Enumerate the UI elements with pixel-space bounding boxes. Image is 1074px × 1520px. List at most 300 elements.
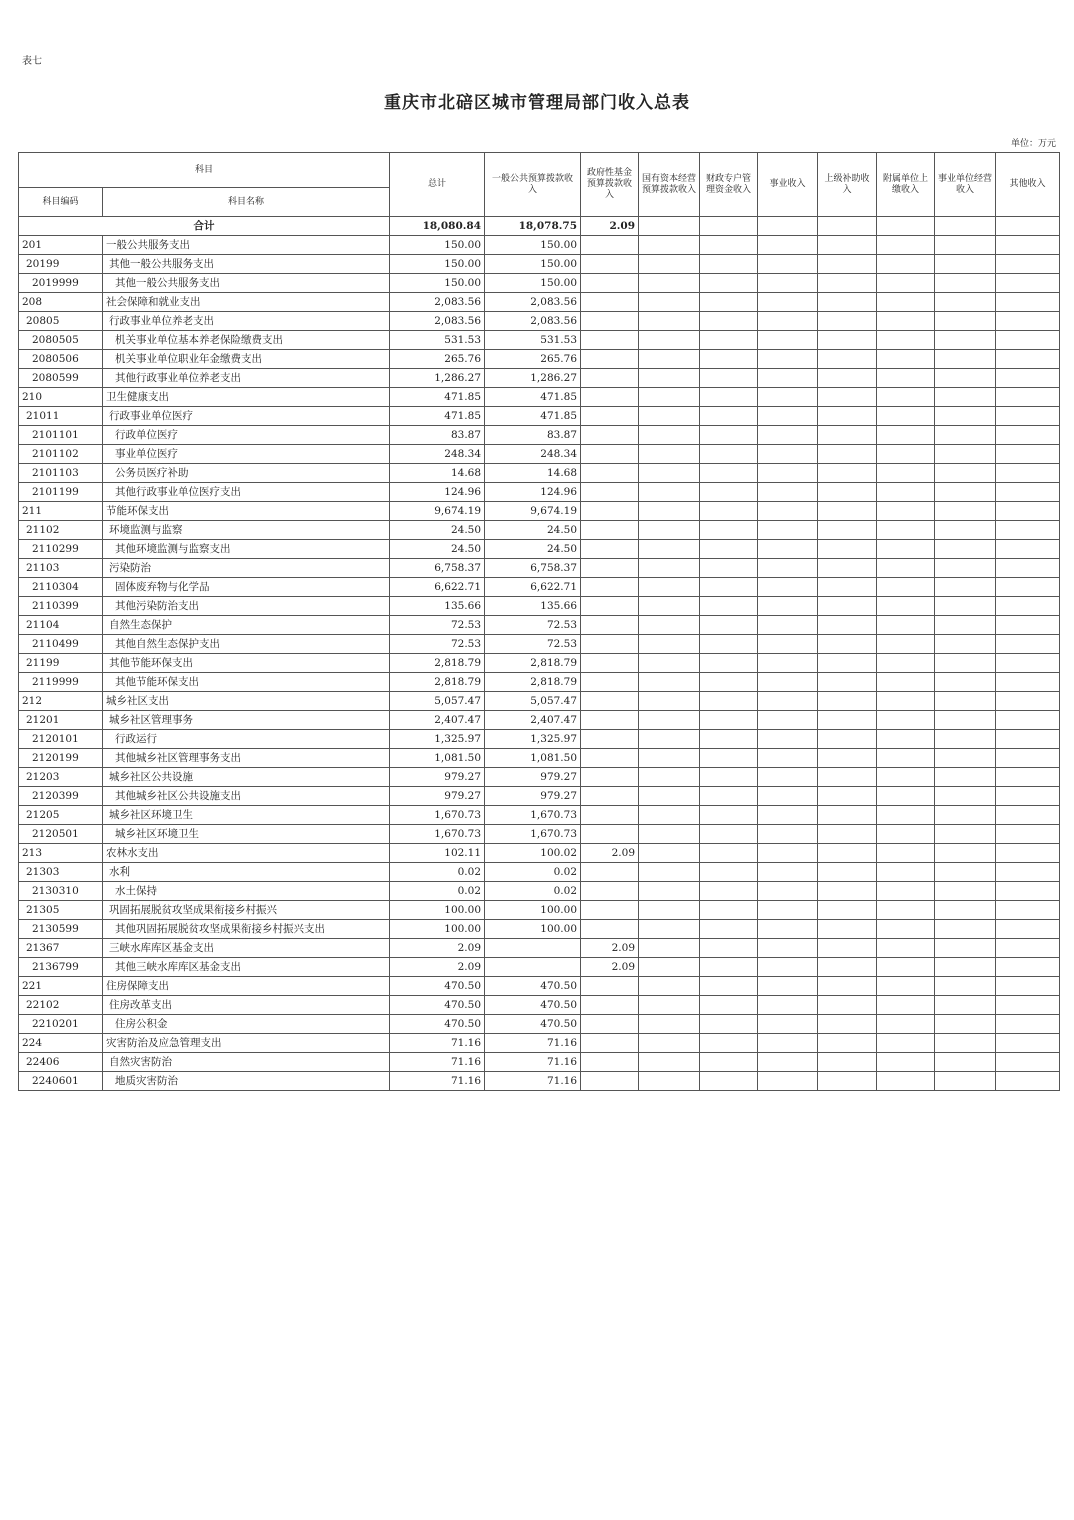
row-code: 224	[19, 1034, 103, 1053]
empty-cell	[996, 768, 1060, 787]
empty-cell	[818, 863, 877, 882]
row-code: 22102	[19, 996, 103, 1015]
empty-cell	[639, 255, 700, 274]
empty-cell	[758, 350, 818, 369]
row-general: 100.00	[485, 920, 581, 939]
empty-cell	[935, 996, 996, 1015]
row-general: 150.00	[485, 255, 581, 274]
empty-cell	[877, 426, 935, 445]
row-code: 21303	[19, 863, 103, 882]
empty-cell	[996, 616, 1060, 635]
row-general	[485, 939, 581, 958]
empty-cell	[935, 540, 996, 559]
table-row	[19, 331, 1060, 350]
empty-cell	[758, 502, 818, 521]
empty-cell	[935, 977, 996, 996]
empty-cell	[877, 312, 935, 331]
row-total: 979.27	[390, 768, 485, 787]
empty-cell	[935, 1072, 996, 1091]
empty-cell	[935, 711, 996, 730]
empty-cell	[758, 1034, 818, 1053]
empty-cell	[639, 635, 700, 654]
empty-cell	[935, 730, 996, 749]
table-row	[19, 749, 1060, 768]
row-total: 2,083.56	[390, 293, 485, 312]
empty-cell	[758, 996, 818, 1015]
row-fund	[581, 464, 639, 483]
total-general: 18,078.75	[485, 217, 581, 236]
empty-cell	[758, 749, 818, 768]
empty-cell	[818, 331, 877, 350]
header-business: 事业收入	[758, 153, 818, 217]
row-general: 100.02	[485, 844, 581, 863]
row-general: 2,083.56	[485, 293, 581, 312]
table-row	[19, 711, 1060, 730]
empty-cell	[758, 407, 818, 426]
empty-cell	[700, 312, 758, 331]
empty-cell	[935, 654, 996, 673]
row-name: 水土保持	[103, 882, 390, 901]
income-table	[18, 152, 1060, 1091]
empty-cell	[758, 825, 818, 844]
row-general: 471.85	[485, 407, 581, 426]
row-name: 城乡社区公共设施	[103, 768, 390, 787]
empty-cell	[639, 426, 700, 445]
empty-cell	[996, 578, 1060, 597]
empty-cell	[935, 483, 996, 502]
empty-cell	[700, 1072, 758, 1091]
row-general: 150.00	[485, 236, 581, 255]
row-total: 24.50	[390, 521, 485, 540]
empty-cell	[700, 407, 758, 426]
row-name: 行政单位医疗	[103, 426, 390, 445]
empty-cell	[877, 654, 935, 673]
empty-cell	[639, 578, 700, 597]
empty-cell	[877, 464, 935, 483]
empty-cell	[700, 559, 758, 578]
row-code: 2101102	[19, 445, 103, 464]
row-name: 一般公共服务支出	[103, 236, 390, 255]
empty-cell	[877, 825, 935, 844]
row-code: 208	[19, 293, 103, 312]
row-name: 机关事业单位基本养老保险缴费支出	[103, 331, 390, 350]
row-general: 1,286.27	[485, 369, 581, 388]
table-row	[19, 274, 1060, 293]
empty-cell	[877, 502, 935, 521]
empty-cell	[935, 806, 996, 825]
row-fund	[581, 977, 639, 996]
empty-cell	[935, 388, 996, 407]
empty-cell	[996, 673, 1060, 692]
row-code: 2080599	[19, 369, 103, 388]
empty-cell	[639, 673, 700, 692]
empty-cell	[877, 635, 935, 654]
row-fund	[581, 578, 639, 597]
empty-cell	[700, 483, 758, 502]
empty-cell	[996, 445, 1060, 464]
empty-cell	[935, 787, 996, 806]
row-name: 住房改革支出	[103, 996, 390, 1015]
empty-cell	[935, 882, 996, 901]
empty-cell	[996, 692, 1060, 711]
row-code: 2101103	[19, 464, 103, 483]
empty-cell	[639, 863, 700, 882]
row-name: 城乡社区支出	[103, 692, 390, 711]
table-row	[19, 369, 1060, 388]
row-name: 灾害防治及应急管理支出	[103, 1034, 390, 1053]
empty-cell	[996, 350, 1060, 369]
empty-cell	[700, 996, 758, 1015]
row-general: 24.50	[485, 521, 581, 540]
row-name: 城乡社区管理事务	[103, 711, 390, 730]
row-total: 24.50	[390, 540, 485, 559]
row-general: 71.16	[485, 1034, 581, 1053]
empty-cell	[758, 692, 818, 711]
empty-cell	[758, 255, 818, 274]
empty-cell	[818, 1015, 877, 1034]
row-total: 14.68	[390, 464, 485, 483]
row-fund	[581, 996, 639, 1015]
table-row	[19, 540, 1060, 559]
empty-cell	[818, 996, 877, 1015]
empty-cell	[877, 844, 935, 863]
row-code: 2120199	[19, 749, 103, 768]
row-code: 2120399	[19, 787, 103, 806]
table-row	[19, 236, 1060, 255]
row-general	[485, 958, 581, 977]
page-title: 重庆市北碚区城市管理局部门收入总表	[384, 93, 690, 113]
row-total: 1,670.73	[390, 825, 485, 844]
empty-cell	[818, 293, 877, 312]
empty-cell	[935, 559, 996, 578]
empty-cell	[700, 1015, 758, 1034]
empty-cell	[758, 863, 818, 882]
row-name: 固体废弃物与化学品	[103, 578, 390, 597]
table-row	[19, 844, 1060, 863]
row-fund	[581, 540, 639, 559]
empty-cell	[639, 1072, 700, 1091]
empty-cell	[639, 958, 700, 977]
table-row	[19, 901, 1060, 920]
empty-cell	[996, 274, 1060, 293]
row-fund	[581, 1015, 639, 1034]
empty-cell	[758, 635, 818, 654]
row-general: 6,622.71	[485, 578, 581, 597]
empty-cell	[639, 977, 700, 996]
row-fund	[581, 236, 639, 255]
table-row	[19, 654, 1060, 673]
empty-cell	[935, 426, 996, 445]
row-general: 72.53	[485, 635, 581, 654]
empty-cell	[935, 768, 996, 787]
empty-cell	[877, 1072, 935, 1091]
empty-cell	[818, 312, 877, 331]
row-total: 6,622.71	[390, 578, 485, 597]
header-affiliate: 附属单位上缴收入	[877, 153, 935, 217]
empty-cell	[639, 920, 700, 939]
empty-cell	[877, 350, 935, 369]
empty-cell	[700, 901, 758, 920]
row-total: 2,083.56	[390, 312, 485, 331]
empty-cell	[935, 578, 996, 597]
empty-cell	[818, 654, 877, 673]
row-total: 265.76	[390, 350, 485, 369]
row-code: 2019999	[19, 274, 103, 293]
row-fund	[581, 768, 639, 787]
empty-cell	[700, 977, 758, 996]
row-name: 机关事业单位职业年金缴费支出	[103, 350, 390, 369]
empty-cell	[758, 730, 818, 749]
row-name: 其他自然生态保护支出	[103, 635, 390, 654]
row-general: 135.66	[485, 597, 581, 616]
empty-cell	[818, 350, 877, 369]
header-state-capital: 国有资本经营预算拨款收入	[639, 153, 700, 217]
table-row	[19, 464, 1060, 483]
empty-cell	[996, 369, 1060, 388]
empty-cell	[996, 407, 1060, 426]
row-fund	[581, 1053, 639, 1072]
empty-cell	[996, 654, 1060, 673]
empty-cell	[818, 958, 877, 977]
row-code: 2119999	[19, 673, 103, 692]
table-row	[19, 521, 1060, 540]
row-general: 124.96	[485, 483, 581, 502]
row-code: 22406	[19, 1053, 103, 1072]
row-fund	[581, 787, 639, 806]
empty-cell	[700, 464, 758, 483]
empty-cell	[996, 882, 1060, 901]
table-row	[19, 1053, 1060, 1072]
table-row	[19, 350, 1060, 369]
empty-cell	[700, 293, 758, 312]
empty-cell	[877, 483, 935, 502]
row-name: 其他一般公共服务支出	[103, 255, 390, 274]
row-code: 2110399	[19, 597, 103, 616]
header-other: 其他收入	[996, 153, 1060, 217]
table-row	[19, 616, 1060, 635]
empty-cell	[700, 806, 758, 825]
empty-cell	[877, 863, 935, 882]
empty-cell	[996, 958, 1060, 977]
empty-cell	[996, 996, 1060, 1015]
empty-cell	[818, 540, 877, 559]
row-name: 城乡社区环境卫生	[103, 825, 390, 844]
row-total: 9,674.19	[390, 502, 485, 521]
empty-cell	[758, 578, 818, 597]
row-fund	[581, 635, 639, 654]
empty-cell	[818, 673, 877, 692]
empty-cell	[758, 388, 818, 407]
row-fund	[581, 559, 639, 578]
row-name: 水利	[103, 863, 390, 882]
empty-cell	[758, 559, 818, 578]
empty-cell	[700, 597, 758, 616]
table-row	[19, 635, 1060, 654]
empty-cell	[758, 711, 818, 730]
empty-cell	[935, 1015, 996, 1034]
empty-cell	[758, 901, 818, 920]
empty-cell	[877, 939, 935, 958]
empty-cell	[996, 825, 1060, 844]
row-fund	[581, 255, 639, 274]
row-code: 213	[19, 844, 103, 863]
empty-cell	[758, 464, 818, 483]
empty-cell	[935, 825, 996, 844]
empty-cell	[935, 331, 996, 350]
row-fund	[581, 692, 639, 711]
empty-cell	[818, 1072, 877, 1091]
empty-cell	[996, 920, 1060, 939]
empty-cell	[996, 502, 1060, 521]
empty-cell	[877, 388, 935, 407]
empty-cell	[818, 578, 877, 597]
row-code: 20199	[19, 255, 103, 274]
row-name: 环境监测与监察	[103, 521, 390, 540]
empty-cell	[818, 806, 877, 825]
row-name: 住房公积金	[103, 1015, 390, 1034]
row-general: 0.02	[485, 863, 581, 882]
row-total: 100.00	[390, 901, 485, 920]
table-row	[19, 730, 1060, 749]
empty-cell	[700, 236, 758, 255]
row-code: 21103	[19, 559, 103, 578]
empty-cell	[996, 1034, 1060, 1053]
empty-cell	[700, 369, 758, 388]
row-general: 979.27	[485, 768, 581, 787]
row-fund	[581, 673, 639, 692]
empty-cell	[935, 939, 996, 958]
empty-cell	[818, 274, 877, 293]
empty-cell	[639, 483, 700, 502]
header-special: 财政专户管理资金收入	[700, 153, 758, 217]
row-code: 2120501	[19, 825, 103, 844]
empty-cell	[639, 559, 700, 578]
table-row	[19, 388, 1060, 407]
empty-cell	[996, 312, 1060, 331]
row-general: 71.16	[485, 1072, 581, 1091]
row-code: 2101199	[19, 483, 103, 502]
row-total: 102.11	[390, 844, 485, 863]
empty-cell	[758, 445, 818, 464]
empty-cell	[877, 331, 935, 350]
row-fund	[581, 730, 639, 749]
row-code: 21199	[19, 654, 103, 673]
empty-cell	[996, 977, 1060, 996]
row-total: 1,670.73	[390, 806, 485, 825]
empty-cell	[758, 958, 818, 977]
row-total: 470.50	[390, 1015, 485, 1034]
empty-cell	[700, 673, 758, 692]
row-code: 2240601	[19, 1072, 103, 1091]
empty-cell	[639, 445, 700, 464]
row-name: 其他节能环保支出	[103, 654, 390, 673]
empty-cell	[639, 749, 700, 768]
empty-cell	[639, 274, 700, 293]
empty-cell	[639, 597, 700, 616]
row-code: 21205	[19, 806, 103, 825]
row-total: 6,758.37	[390, 559, 485, 578]
empty-cell	[877, 274, 935, 293]
empty-cell	[700, 445, 758, 464]
row-code: 211	[19, 502, 103, 521]
empty-cell	[877, 293, 935, 312]
empty-cell	[877, 692, 935, 711]
empty-cell	[818, 255, 877, 274]
row-name: 行政事业单位养老支出	[103, 312, 390, 331]
row-total: 83.87	[390, 426, 485, 445]
empty-cell	[877, 711, 935, 730]
empty-cell	[935, 293, 996, 312]
row-name: 住房保障支出	[103, 977, 390, 996]
row-code: 21102	[19, 521, 103, 540]
empty-cell	[700, 958, 758, 977]
empty-cell	[700, 388, 758, 407]
empty-cell	[758, 312, 818, 331]
empty-cell	[877, 768, 935, 787]
total-row	[19, 217, 1060, 236]
row-general: 1,670.73	[485, 825, 581, 844]
empty-cell	[877, 1034, 935, 1053]
row-total: 150.00	[390, 274, 485, 293]
table-row	[19, 996, 1060, 1015]
empty-cell	[818, 692, 877, 711]
empty-cell	[996, 863, 1060, 882]
row-fund: 2.09	[581, 844, 639, 863]
empty-cell	[996, 597, 1060, 616]
row-fund	[581, 806, 639, 825]
row-name: 其他巩固拓展脱贫攻坚成果衔接乡村振兴支出	[103, 920, 390, 939]
empty-cell	[758, 236, 818, 255]
empty-cell	[818, 749, 877, 768]
empty-cell	[758, 1015, 818, 1034]
empty-cell	[700, 882, 758, 901]
row-total: 1,286.27	[390, 369, 485, 388]
empty-cell	[700, 350, 758, 369]
row-fund	[581, 863, 639, 882]
row-fund	[581, 293, 639, 312]
row-total: 471.85	[390, 388, 485, 407]
empty-cell	[935, 445, 996, 464]
row-code: 2130310	[19, 882, 103, 901]
empty-cell	[700, 274, 758, 293]
empty-cell	[639, 616, 700, 635]
empty-cell	[758, 616, 818, 635]
empty-cell	[877, 882, 935, 901]
empty-cell	[877, 787, 935, 806]
empty-cell	[935, 863, 996, 882]
row-name: 城乡社区环境卫生	[103, 806, 390, 825]
row-name: 其他行政事业单位医疗支出	[103, 483, 390, 502]
empty-cell	[935, 844, 996, 863]
empty-cell	[935, 521, 996, 540]
empty-cell	[758, 483, 818, 502]
empty-cell	[877, 445, 935, 464]
row-general: 150.00	[485, 274, 581, 293]
row-name: 其他行政事业单位养老支出	[103, 369, 390, 388]
row-name: 污染防治	[103, 559, 390, 578]
row-total: 100.00	[390, 920, 485, 939]
row-name: 卫生健康支出	[103, 388, 390, 407]
row-name: 自然生态保护	[103, 616, 390, 635]
row-total: 135.66	[390, 597, 485, 616]
row-general: 2,083.56	[485, 312, 581, 331]
empty-cell	[639, 730, 700, 749]
row-general: 14.68	[485, 464, 581, 483]
row-total: 71.16	[390, 1034, 485, 1053]
row-fund	[581, 920, 639, 939]
empty-cell	[935, 901, 996, 920]
row-code: 221	[19, 977, 103, 996]
